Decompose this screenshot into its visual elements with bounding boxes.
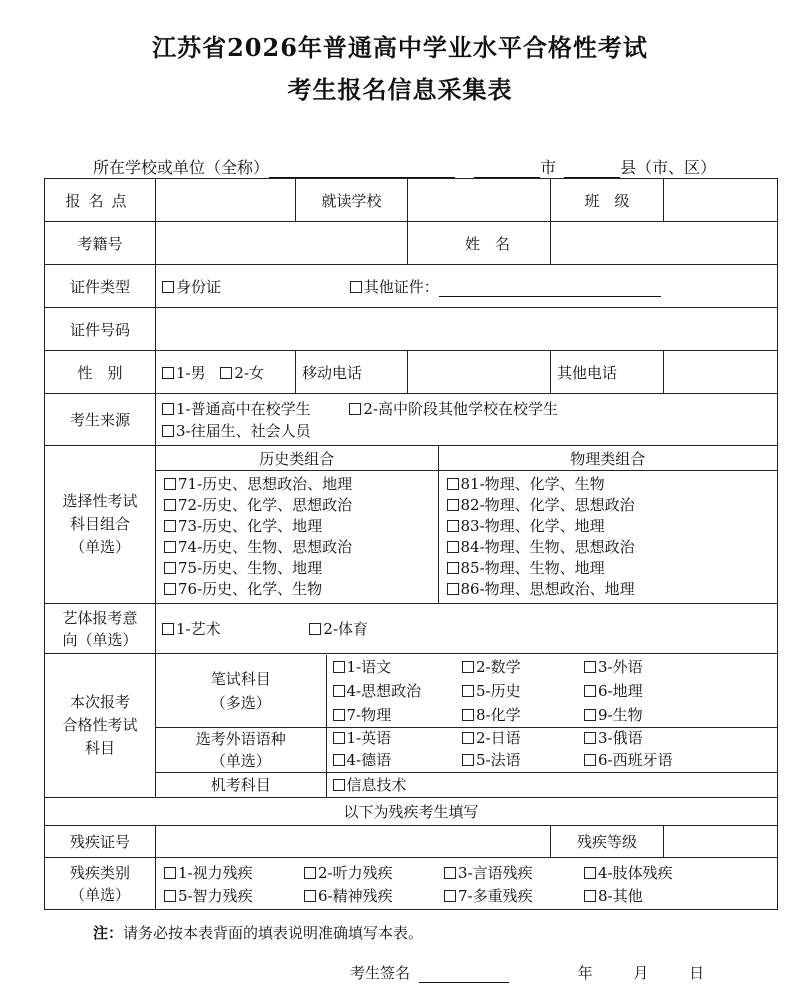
male-option[interactable]: 1-男 xyxy=(162,364,206,382)
other-phone-label: 其他电话 xyxy=(551,351,664,394)
school-attended-field[interactable] xyxy=(408,179,551,222)
disability-option[interactable]: 5-智力残疾 xyxy=(156,884,296,907)
disability-option[interactable]: 4-肢体残疾 xyxy=(576,861,777,884)
disability-level-label: 残疾等级 xyxy=(551,826,664,858)
disability-cert-label: 残疾证号 xyxy=(45,826,156,858)
exam-id-field[interactable] xyxy=(156,222,408,265)
checkbox[interactable] xyxy=(333,754,345,766)
name-field[interactable] xyxy=(551,222,778,265)
checkbox[interactable] xyxy=(164,520,176,532)
language-option[interactable]: 2-日语 xyxy=(456,727,578,750)
female-option[interactable]: 2-女 xyxy=(220,364,264,382)
checkbox[interactable] xyxy=(304,890,316,902)
language-option[interactable]: 6-西班牙语 xyxy=(578,750,777,773)
subject-option[interactable]: 3-外语 xyxy=(578,655,777,679)
checkbox[interactable] xyxy=(447,520,459,532)
disability-option[interactable]: 7-多重残疾 xyxy=(436,884,576,907)
subject-option[interactable]: 7-物理 xyxy=(326,703,456,728)
checkbox[interactable] xyxy=(462,754,474,766)
combo-option-86[interactable]: 86-物理、思想政治、地理 xyxy=(447,579,770,600)
checkbox[interactable] xyxy=(447,541,459,553)
subject-option[interactable]: 6-地理 xyxy=(578,679,777,703)
exam-id-label: 考籍号 xyxy=(45,222,156,265)
checkbox[interactable] xyxy=(162,425,174,437)
checkbox[interactable] xyxy=(444,867,456,879)
registration-table xyxy=(44,178,778,910)
checkbox[interactable] xyxy=(164,562,176,574)
checkbox[interactable] xyxy=(584,754,596,766)
subject-option[interactable]: 4-思想政治 xyxy=(326,679,456,703)
checkbox[interactable] xyxy=(333,685,345,697)
checkbox[interactable] xyxy=(447,583,459,595)
id-card-option[interactable]: 身份证 xyxy=(162,278,221,296)
form-title: 江苏省2026年普通高中学业水平合格性考试 xyxy=(152,33,648,62)
id-number-label: 证件号码 xyxy=(45,308,156,351)
checkbox[interactable] xyxy=(462,661,474,673)
checkbox[interactable] xyxy=(333,709,345,721)
checkbox[interactable] xyxy=(350,281,362,293)
combo-option-84[interactable]: 84-物理、生物、思想政治 xyxy=(447,537,770,558)
disability-cert-field[interactable] xyxy=(156,826,551,858)
combo-option-73[interactable]: 73-历史、化学、地理 xyxy=(164,516,430,537)
signature-label: 考生签名 xyxy=(350,964,411,982)
id-number-field[interactable] xyxy=(156,308,778,351)
school-name-blank[interactable] xyxy=(269,161,455,178)
computer-exam-label: 机考科目 xyxy=(156,772,326,797)
checkbox[interactable] xyxy=(304,867,316,879)
disability-type-options xyxy=(156,858,778,910)
art-sport-options xyxy=(156,604,778,654)
checkbox[interactable] xyxy=(447,478,459,490)
combo-option-75[interactable]: 75-历史、生物、地理 xyxy=(164,558,430,579)
day-label: 日 xyxy=(689,964,705,982)
combo-option-72[interactable]: 72-历史、化学、思想政治 xyxy=(164,495,430,516)
class-field[interactable] xyxy=(664,179,778,222)
checkbox[interactable] xyxy=(309,623,321,635)
subject-option[interactable]: 5-历史 xyxy=(456,679,578,703)
city-label: 市 xyxy=(540,158,557,177)
combo-option-74[interactable]: 74-历史、生物、思想政治 xyxy=(164,537,430,558)
checkbox[interactable] xyxy=(447,499,459,511)
history-combo-header: 历史类组合 xyxy=(156,446,438,471)
signature-blank[interactable] xyxy=(419,966,509,983)
language-option[interactable]: 5-法语 xyxy=(456,750,578,773)
subject-option[interactable]: 1-语文 xyxy=(326,655,456,679)
disability-option[interactable]: 1-视力残疾 xyxy=(156,861,296,884)
art-sport-label: 艺体报考意 向（单选） xyxy=(45,604,156,654)
checkbox[interactable] xyxy=(162,367,174,379)
history-combo-list xyxy=(156,471,438,604)
form-subtitle: 考生报名信息采集表 xyxy=(287,75,513,104)
checkbox[interactable] xyxy=(162,623,174,635)
combo-option-76[interactable]: 76-历史、化学、生物 xyxy=(164,579,430,600)
checkbox[interactable] xyxy=(584,867,596,879)
other-id-option[interactable]: 其他证件： xyxy=(350,278,661,296)
checkbox[interactable] xyxy=(462,685,474,697)
school-line xyxy=(93,155,716,178)
school-label: 所在学校或单位（全称） xyxy=(93,158,270,177)
checkbox[interactable] xyxy=(333,661,345,673)
source-label: 考生来源 xyxy=(45,394,156,446)
checkbox[interactable] xyxy=(444,890,456,902)
physics-combo-list xyxy=(438,471,777,604)
combo-option-81[interactable]: 81-物理、化学、生物 xyxy=(447,474,770,495)
sport-option[interactable]: 2-体育 xyxy=(309,620,368,638)
checkbox[interactable] xyxy=(164,478,176,490)
language-option[interactable]: 1-英语 xyxy=(326,727,456,750)
disability-option[interactable]: 2-听力残疾 xyxy=(296,861,436,884)
elective-combos xyxy=(156,446,778,604)
form-note xyxy=(93,922,423,943)
gender-label: 性 别 xyxy=(45,351,156,394)
checkbox[interactable] xyxy=(584,685,596,697)
checkbox[interactable] xyxy=(584,890,596,902)
checkbox[interactable] xyxy=(164,583,176,595)
school-attended-label: 就读学校 xyxy=(296,179,408,222)
elective-label: 选择性考试 科目组合 （单选） xyxy=(45,446,156,604)
note-prefix: 注： xyxy=(93,924,124,942)
checkbox[interactable] xyxy=(462,709,474,721)
art-option[interactable]: 1-艺术 xyxy=(162,620,221,638)
class-label: 班 级 xyxy=(551,179,664,222)
checkbox[interactable] xyxy=(462,732,474,744)
checkbox[interactable] xyxy=(333,779,345,791)
other-phone-field[interactable] xyxy=(664,351,778,394)
disability-option[interactable]: 8-其他 xyxy=(576,884,777,907)
combo-option-83[interactable]: 83-物理、化学、地理 xyxy=(447,516,770,537)
written-subjects-label: 笔试科目 （多选） xyxy=(156,655,326,728)
note-text: 请务必按本表背面的填表说明准确填写本表。 xyxy=(123,924,424,942)
checkbox[interactable] xyxy=(220,367,232,379)
combo-option-85[interactable]: 85-物理、生物、地理 xyxy=(447,558,770,579)
disability-type-label: 残疾类别 （单选） xyxy=(45,858,156,910)
county-label: 县（市、区） xyxy=(620,158,717,177)
combo-option-71[interactable]: 71-历史、思想政治、地理 xyxy=(164,474,430,495)
checkbox[interactable] xyxy=(164,890,176,902)
disabled-section-heading: 以下为残疾考生填写 xyxy=(45,798,778,826)
checkbox[interactable] xyxy=(584,732,596,744)
combo-option-82[interactable]: 82-物理、化学、思想政治 xyxy=(447,495,770,516)
city-blank[interactable] xyxy=(474,161,540,178)
exam-site-field[interactable] xyxy=(156,179,296,222)
exam-subjects-panel xyxy=(156,654,778,798)
disability-level-field[interactable] xyxy=(664,826,778,858)
disability-option[interactable]: 6-精神残疾 xyxy=(296,884,436,907)
id-type-label: 证件类型 xyxy=(45,265,156,308)
source-options xyxy=(156,394,778,446)
mobile-field[interactable] xyxy=(408,351,551,394)
checkbox[interactable] xyxy=(584,709,596,721)
gender-options xyxy=(156,351,296,394)
month-label: 月 xyxy=(633,964,649,982)
checkbox[interactable] xyxy=(162,281,174,293)
exam-subjects-label: 本次报考 合格性考试 科目 xyxy=(45,654,156,798)
checkbox[interactable] xyxy=(162,403,174,415)
checkbox[interactable] xyxy=(349,403,361,415)
name-label: 姓 名 xyxy=(408,222,551,265)
checkbox[interactable] xyxy=(164,867,176,879)
checkbox[interactable] xyxy=(447,562,459,574)
id-type-options xyxy=(156,265,778,308)
source-option-2[interactable]: 2-高中阶段其他学校在校学生 xyxy=(349,400,558,418)
checkbox[interactable] xyxy=(164,541,176,553)
exam-site-label: 报名点 xyxy=(45,179,156,222)
checkbox[interactable] xyxy=(333,732,345,744)
signature-line xyxy=(350,962,704,983)
year-label: 年 xyxy=(577,964,593,982)
language-option[interactable]: 4-德语 xyxy=(326,750,456,773)
foreign-language-label: 选考外语语种 （单选） xyxy=(156,727,326,772)
language-option[interactable]: 3-俄语 xyxy=(578,727,777,750)
checkbox[interactable] xyxy=(584,661,596,673)
disability-option[interactable]: 3-言语残疾 xyxy=(436,861,576,884)
subject-option[interactable]: 8-化学 xyxy=(456,703,578,728)
it-option[interactable]: 信息技术 xyxy=(326,772,777,797)
source-option-1[interactable]: 1-普通高中在校学生 xyxy=(162,400,311,418)
mobile-label: 移动电话 xyxy=(296,351,408,394)
subject-option[interactable]: 2-数学 xyxy=(456,655,578,679)
other-id-blank[interactable] xyxy=(439,282,661,297)
source-option-3[interactable]: 3-往届生、社会人员 xyxy=(162,422,311,440)
physics-combo-header: 物理类组合 xyxy=(438,446,777,471)
county-blank[interactable] xyxy=(564,161,620,178)
checkbox[interactable] xyxy=(164,499,176,511)
subject-option[interactable]: 9-生物 xyxy=(578,703,777,728)
